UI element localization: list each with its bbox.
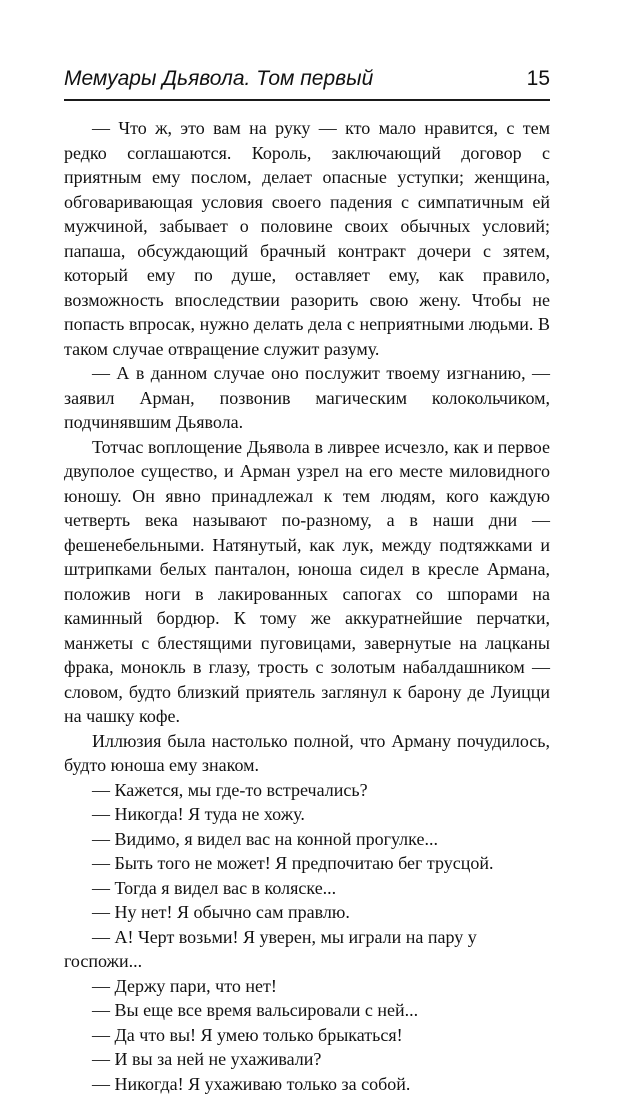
dialogue-line: — Держу пари, что нет!: [64, 974, 550, 999]
paragraph: Тотчас воплощение Дьявола в ливрее исчезло, как и первое двуполое существо, и Арман узрел на его месте миловидного юношу. Он явно принадлежал к тем людям, кого каждую четверть века называют по-разному, а в наши дни — фешенебельными. Натянутый, как лук, между подтяжками и штрипками белых панталон, юноша сидел в кресле Армана, положив ноги в лакированных сапогах со шпорами на каминный бордюр. К тому же аккуратнейшие перчатки, манжеты с блестящими пуговицами, завернутые на лацканы фрака, монокль в глазу, трость с золотым набалдашником — словом, будто близкий приятель заглянул к барону де Луицци на чашку кофе.: [64, 435, 550, 729]
dialogue-line: — Да что вы! Я умею только брыкаться!: [64, 1023, 550, 1048]
dialogue-line: — Никогда! Я ухаживаю только за собой.: [64, 1072, 550, 1096]
page-number: 15: [527, 64, 550, 94]
paragraph: — А в данном случае оно послужит твоему изгнанию, — заявил Арман, позвонив магическим колокольчиком, подчинявшим Дьявола.: [64, 361, 550, 435]
running-header: [64, 64, 550, 98]
dialogue-line: — Вы еще все время вальсировали с ней...: [64, 998, 550, 1023]
book-title: Мемуары Дьявола. Том первый: [64, 64, 373, 94]
dialogue-line: — А! Черт возьми! Я уверен, мы играли на пару у госпожи...: [64, 925, 550, 974]
body-text: [64, 116, 550, 1096]
dialogue-line: — Ну нет! Я обычно сам правлю.: [64, 900, 550, 925]
paragraph: — Что ж, это вам на руку — кто мало нравится, с тем редко соглашаются. Король, заключающий договор с приятным ему послом, делает опасные уступки; женщина, обговаривающая условия своего падения с симпатичным ей мужчиной, забывает о половине своих обычных условий; папаша, обсуждающий брачный контракт дочери с зятем, который ему по душе, оставляет ему, как правило, возможность впоследствии разорить свою жену. Чтобы не попасть впросак, нужно делать дела с неприятными людьми. В таком случае отвращение служит разуму.: [64, 116, 550, 361]
dialogue-line: — Видимо, я видел вас на конной прогулке...: [64, 827, 550, 852]
dialogue-line: — Быть того не может! Я предпочитаю бег трусцой.: [64, 851, 550, 876]
dialogue-line: — Кажется, мы где-то встречались?: [64, 778, 550, 803]
dialogue-line: — Никогда! Я туда не хожу.: [64, 802, 550, 827]
paragraph: Иллюзия была настолько полной, что Арману почудилось, будто юноша ему знаком.: [64, 729, 550, 778]
dialogue-line: — Тогда я видел вас в коляске...: [64, 876, 550, 901]
dialogue-line: — И вы за ней не ухаживали?: [64, 1047, 550, 1072]
header-rule: [64, 99, 550, 101]
